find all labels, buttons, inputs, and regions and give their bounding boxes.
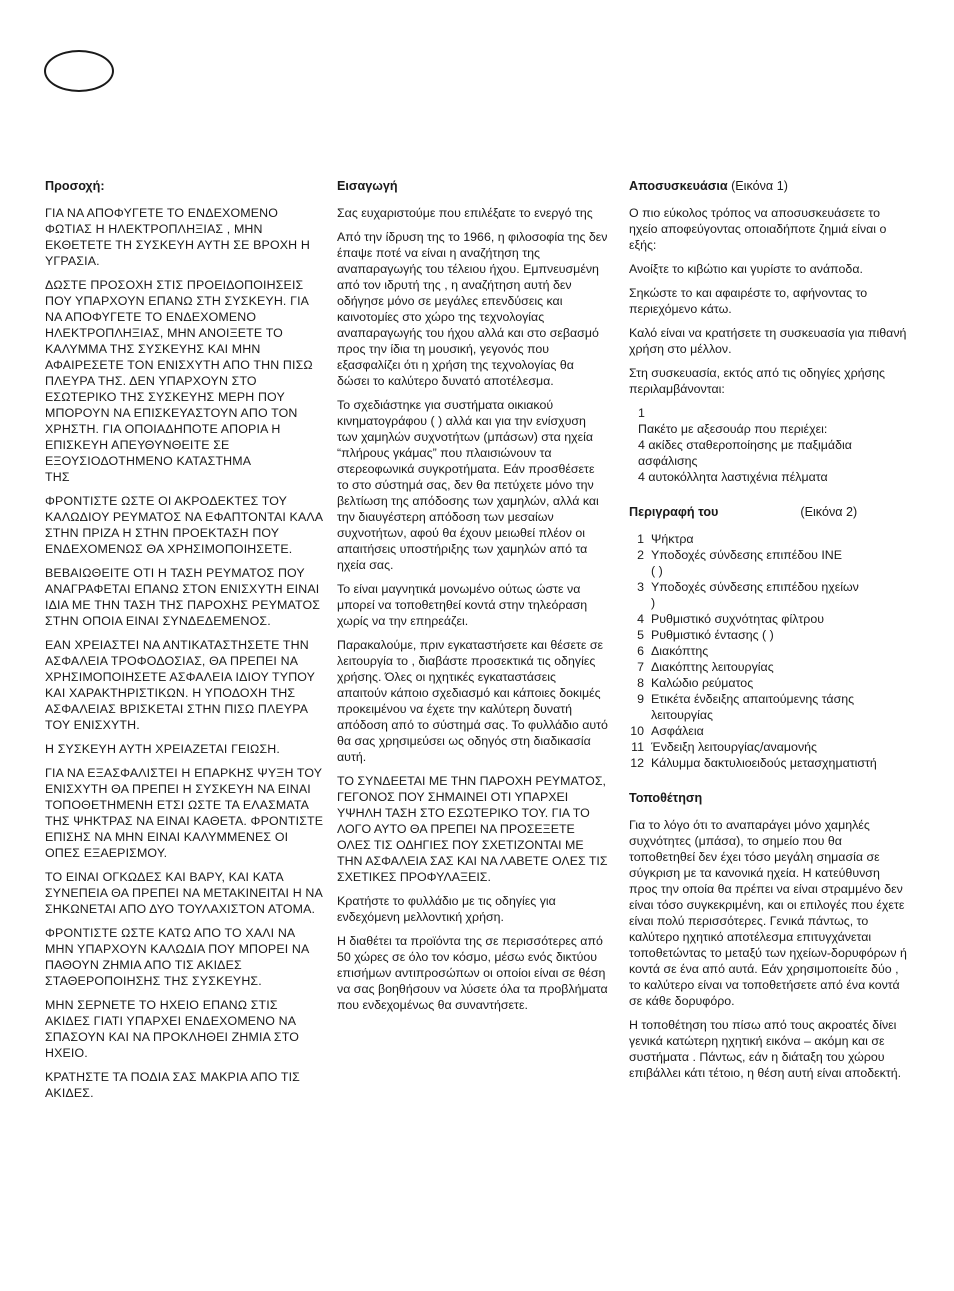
parts-list-label: Διακόπτης	[651, 644, 709, 658]
parts-list-item	[629, 755, 911, 771]
placement-paragraph: Η τοποθέτηση του πίσω από τους ακροατές δίνει γενικά κατώτερη ηχητική εικόνα – ακόμη και σε συστήματα . Πάντως, εάν η διάταξη του χώρου επιβάλλει κάτι τέτοιο, η θέση αυτή είναι αποδεκτή.	[629, 1018, 902, 1080]
package-item: 4 ακίδες σταθεροποίησης με παξιμάδια ασφάλισης	[638, 438, 852, 468]
warning-paragraph: ΕΑΝ ΧΡΕΙΑΣΤΕΙ ΝΑ ΑΝΤΙΚΑΤΑΣΤΗΣΕΤΕ ΤΗΝ ΑΣΦΑΛΕΙΑ ΤΡΟΦΟΔΟΣΙΑΣ, ΘΑ ΠΡΕΠΕΙ ΝΑ ΧΡΗΣΙΜΟΠΟΙΗΣΕΤΕ ΑΣΦΑΛΕΙΑ ΙΔΙΟΥ ΤΥΠΟΥ ΚΑΙ ΧΑΡΑΚΤΗΡΙΣΤΙΚΩΝ. Η ΥΠΟΔΟΧΗ ΤΗΣ ΑΣΦΑΛΕΙΑΣ ΒΡΙΣΚΕΤΑΙ ΣΤΗΝ ΠΙΣΩ ΠΛΕΥΡΑ ΤΟΥ ΕΝΙΣΧΥΤΗ.	[45, 638, 315, 732]
parts-list	[629, 531, 911, 771]
parts-list-number: 9	[637, 692, 644, 706]
parts-list-item	[629, 643, 911, 659]
warning-paragraph: ΒΕΒΑΙΩΘΕΙΤΕ ΟΤΙ Η ΤΑΣΗ ΡΕΥΜΑΤΟΣ ΠΟΥ ΑΝΑΓΡΑΦΕΤΑΙ ΕΠΑΝΩ ΣΤΟΝ ΕΝΙΣΧΥΤΗ ΕΙΝΑΙ ΙΔΙΑ ΜΕ ΤΗΝ ΤΑΣΗ ΤΗΣ ΠΑΡΟΧΗΣ ΡΕΥΜΑΤΟΣ ΣΤΗΝ ΟΠΟΙΑ ΕΙΝΑΙ ΣΥΝΔΕΔΕΜΕΝΟΣ.	[45, 566, 321, 628]
placement-text	[629, 817, 911, 1081]
intro-paragraph: Κρατήστε το φυλλάδιο με τις οδηγίες για ενδεχόμενη μελλοντική χρήση.	[337, 894, 556, 924]
intro-paragraph: ΤΟ ΣΥΝΔΕΕΤΑΙ ΜΕ ΤΗΝ ΠΑΡΟΧΗ ΡΕΥΜΑΤΟΣ, ΓΕΓΟΝΟΣ ΠΟΥ ΣΗΜΑΙΝΕΙ ΟΤΙ ΥΠΑΡΧΕΙ ΥΨΗΛΗ ΤΑΣΗ ΣΤΟ ΕΣΩΤΕΡΙΚΟ ΤΟΥ. ΓΙΑ ΤΟ ΛΟΓΟ ΑΥΤΟ ΘΑ ΠΡΕΠΕΙ ΝΑ ΠΡΟΣΕΞΕΤΕ ΟΛΕΣ ΤΙΣ ΟΔΗΓΙΕΣ ΠΟΥ ΣΧΕΤΙΖΟΝΤΑΙ ΜΕ ΤΗΝ ΑΣΦΑΛΕΙΑ ΣΑΣ ΚΑΙ ΝΑ ΛΑΒΕΤΕ ΟΛΕΣ ΤΙΣ ΣΧΕΤΙΚΕΣ ΠΡΟΦΥΛΑΞΕΙΣ.	[337, 774, 608, 884]
warning-text	[45, 205, 325, 1101]
introduction-text	[337, 205, 609, 1013]
parts-list-item	[629, 691, 911, 723]
package-item: Πακέτο με αξεσουάρ που περιέχει:	[638, 422, 828, 436]
intro-paragraph: Η διαθέτει τα προϊόντα της σε περισσότερες από 50 χώρες σε όλο τον κόσμο, μέσω ενός δικτύου επισήμων αντιπροσώπων οι οποίοι είναι σε θέση να σας βοηθήσουν να λύσετε όλα τα προβλήματα που ενδεχομένως θα συναντήσετε.	[337, 934, 608, 1012]
parts-list-item	[629, 611, 911, 627]
parts-list-item	[629, 659, 911, 675]
package-item: 4 αυτοκόλλητα λαστιχένια πέλματα	[638, 470, 828, 484]
parts-list-number: 11	[631, 740, 644, 754]
parts-list-number: 3	[637, 580, 644, 594]
warning-paragraph: Η ΣΥΣΚΕΥΗ ΑΥΤΗ ΧΡΕΙΑΖΕΤΑΙ ΓΕΙΩΣΗ.	[45, 742, 280, 756]
parts-list-label: Διακόπτης λειτουργίας	[651, 660, 774, 674]
parts-list-label: Κάλυμμα δακτυλιοειδούς μετασχηματιστή	[651, 756, 877, 770]
intro-paragraph: Παρακαλούμε, πριν εγκαταστήσετε και θέσετε σε λειτουργία το , διαβάστε προσεκτικά τις οδηγίες χρήσης. Όλες οι ηχητικές εγκαταστάσεις απαιτούν κάποιο σχεδιασμό και κάποιες δοκιμές προκειμένου να έχετε την καλύτερη δυνατή απόδοση από το σύστημά σας. Το φυλλάδιο αυτό θα σας χρησιμεύσει ως οδηγός στη διαδικασία αυτή.	[337, 638, 608, 764]
warning-paragraph: ΔΩΣΤΕ ΠΡΟΣΟΧΗ ΣΤΙΣ ΠΡΟΕΙΔΟΠΟΙΗΣΕΙΣ ΠΟΥ ΥΠΑΡΧΟΥΝ ΕΠΑΝΩ ΣΤΗ ΣΥΣΚΕΥΗ. ΓΙΑ ΝΑ ΑΠΟΦΥΓΕΤΕ ΤΟ ΕΝΔΕΧΟΜΕΝΟ ΗΛΕΚΤΡΟΠΛΗΞΙΑΣ, ΜΗΝ ΑΝΟΙΞΕΤΕ ΤΟ ΚΑΛΥΜΜΑ ΤΗΣ ΣΥΣΚΕΥΗΣ ΚΑΙ ΜΗΝ ΑΦΑΙΡΕΣΕΤΕ ΤΟΝ ΕΝΙΣΧΥΤΗ ΑΠΟ ΤΗΝ ΠΙΣΩ ΠΛΕΥΡΑ ΤΗΣ. ΔΕΝ ΥΠΑΡΧΟΥΝ ΣΤΟ ΕΣΩΤΕΡΙΚΟ ΤΗΣ ΣΥΣΚΕΥΗΣ ΜΕΡΗ ΠΟΥ ΜΠΟΡΟΥΝ ΝΑ ΕΠΙΣΚΕΥΑΣΤΟΥΝ ΑΠΟ ΤΟΝ ΧΡΗΣΤΗ. ΓΙΑ ΟΠΟΙΑΔΗΠΟΤΕ ΑΠΟΡΙΑ Η ΕΠΙΣΚΕΥΗ ΑΠΕΥΘΥΝΘΕΙΤΕ ΣΕ ΕΞΟΥΣΙΟΔΟΤΗΜΕΝΟ ΚΑΤΑΣΤΗΜΑ ΤΗΣ	[45, 278, 313, 484]
parts-list-number: 12	[630, 756, 644, 770]
parts-list-number: 2	[637, 548, 644, 562]
parts-list-item	[629, 627, 911, 643]
parts-list-label: Ετικέτα ένδειξης απαιτούμενης τάσης λειτουργίας	[651, 692, 855, 722]
warning-paragraph: ΤΟ ΕΙΝΑΙ ΟΓΚΩΔΕΣ ΚΑΙ ΒΑΡΥ, ΚΑΙ ΚΑΤΑ ΣΥΝΕΠΕΙΑ ΘΑ ΠΡΕΠΕΙ ΝΑ ΜΕΤΑΚΙΝΕΙΤΑΙ Η ΝΑ ΣΗΚΩΝΕΤΑΙ ΑΠΟ ΔΥΟ ΤΟΥΛΑΧΙΣΤΟΝ ΑΤΟΜΑ.	[45, 870, 323, 916]
intro-paragraph: Το είναι μαγνητικά μονωμένο ούτως ώστε να μπορεί να τοποθετηθεί κοντά στην τηλεόραση χωρίς να την επηρεάζει.	[337, 582, 588, 628]
intro-paragraph: Σας ευχαριστούμε που επιλέξατε το ενεργό της	[337, 206, 593, 220]
warning-column	[45, 178, 325, 1109]
placement-heading: Τοποθέτηση	[629, 791, 703, 805]
parts-list-label: Ψήκτρα	[651, 532, 694, 546]
introduction-heading: Εισαγωγή	[337, 179, 398, 193]
unpacking-paragraph: Σηκώστε το και αφαιρέστε το, αφήνοντας το περιεχόμενο κάτω.	[629, 286, 868, 316]
package-contents	[638, 405, 911, 485]
warning-paragraph: ΓΙΑ ΝΑ ΕΞΑΣΦΑΛΙΣΤΕΙ Η ΕΠΑΡΚΗΣ ΨΥΞΗ ΤΟΥ ΕΝΙΣΧΥΤΗ ΘΑ ΠΡΕΠΕΙ Η ΣΥΣΚΕΥΗ ΝΑ ΕΙΝΑΙ ΤΟΠΟΘΕΤΗΜΕΝΗ ΕΤΣΙ ΩΣΤΕ ΤΑ ΕΛΑΣΜΑΤΑ ΤΗΣ ΨΗΚΤΡΑΣ ΝΑ ΕΙΝΑΙ ΚΑΘΕΤΑ. ΦΡΟΝΤΙΣΤΕ ΕΠΙΣΗΣ ΝΑ ΜΗΝ ΕΙΝΑΙ ΚΑΛΥΜΜΕΝΕΣ ΟΙ ΟΠΕΣ ΕΞΑΕΡΙΣΜΟΥ.	[45, 766, 324, 860]
unpacking-heading: Αποσυσκευάσια (Εικόνα 1)	[629, 179, 788, 193]
parts-list-label: Ασφάλεια	[651, 724, 704, 738]
parts-list-item	[629, 547, 911, 579]
parts-list-number: 7	[637, 660, 644, 674]
parts-list-item	[629, 723, 911, 739]
intro-paragraph: Το σχεδιάστηκε για συστήματα οικιακού κινηματογράφου ( ) αλλά και για την ενίσχυση των χαμηλών συχνοτήτων (μπάσων) στα ηχεία “πλήρους γκάμας” που πλαισιώνουν τα στερεοφωνικά συγκροτήματα. Εάν προσθέσετε το στο σύστημά σας, δεν θα πετύχετε μόνο την βελτίωση της απόδοσης των χαμηλών, αλλά και την διαυγέστερη απόδοση των μεσαίων συχνοτήτων, αφού θα έχουν μειωθεί πλέον οι απαιτήσεις υποστήριξης των χαμηλών από τα ηχεία σας.	[337, 398, 599, 572]
warning-paragraph: ΜΗΝ ΣΕΡΝΕΤΕ ΤΟ ΗΧΕΙΟ ΕΠΑΝΩ ΣΤΙΣ ΑΚΙΔΕΣ ΓΙΑΤΙ ΥΠΑΡΧΕΙ ΕΝΔΕΧΟΜΕΝΟ ΝΑ ΣΠΑΣΟΥΝ ΚΑΙ ΝΑ ΠΡΟΚΛΗΘΕΙ ΖΗΜΙΑ ΣΤΟ ΗΧΕΙΟ.	[45, 998, 299, 1060]
placement-paragraph: Για το λόγο ότι το αναπαράγει μόνο χαμηλές συχνότητες (μπάσα), το σημείο που θα τοποθετηθεί δεν έχει τόσο μεγάλη σημασία σε σύγκριση με τα κανονικά ηχεία. Η κατεύθυνση προς την οποία θα πρέπει να είναι στραμμένο δεν είναι τόσο συγκεκριμένη, και οι επιλογές που έχετε είναι πολύ περισσότερες. Γενικά πάντως, το καλύτερο ηχητικό αποτέλεσμα επιτυγχάνεται τοποθετώντας το μεταξύ των ηχείων-δορυφόρων ή κοντά σε ένα από αυτά. Εάν χρησιμοποιείτε δύο , το καλύτερο είναι να τοποθετήσετε από ένα κοντά σε κάθε δορυφόρο.	[629, 818, 907, 1008]
parts-list-number: 1	[637, 532, 644, 546]
unpacking-paragraph: Ανοίξτε το κιβώτιο και γυρίστε το ανάποδα.	[629, 262, 863, 276]
setup-column	[629, 178, 911, 1089]
warning-paragraph: ΦΡΟΝΤΙΣΤΕ ΩΣΤΕ ΟΙ ΑΚΡΟΔΕΚΤΕΣ ΤΟΥ ΚΑΛΩΔΙΟΥ ΡΕΥΜΑΤΟΣ ΝΑ ΕΦΑΠΤΟΝΤΑΙ ΚΑΛΑ ΣΤΗΝ ΠΡΙΖΑ Η ΣΤΗΝ ΠΡΟΕΚΤΑΣΗ ΠΟΥ ΕΝΔΕΧΟΜΕΝΩΣ ΘΑ ΧΡΗΣΙΜΟΠΟΙΗΣΕΤΕ.	[45, 494, 323, 556]
parts-list-number: 4	[637, 612, 644, 626]
parts-list-item	[629, 579, 911, 611]
parts-list-number: 6	[637, 644, 644, 658]
warning-paragraph: ΚΡΑΤΗΣΤΕ ΤΑ ΠΟΔΙΑ ΣΑΣ ΜΑΚΡΙΑ ΑΠΟ ΤΙΣ ΑΚΙΔΕΣ.	[45, 1070, 300, 1100]
intro-paragraph: Από την ίδρυση της το 1966, η φιλοσοφία της δεν έπαψε ποτέ να είναι η αναζήτηση της αναπαραγωγής του τέλειου ήχου. Εμπνευσμένη από τον ιδρυτή της , η αναζήτηση αυτή δεν οδήγησε μόνο σε μεγάλες επενδύσεις και καινοτομίες στο χώρο της τεχνολογίας αναπαραγωγής του ήχου αλλά και στο σεβασμό προς την ίδια τη μουσική, γεγονός που εξασφαλίζει ότι η χρήση της τεχνολογίας θα δώσει το καλύτερο δυνατό αποτέλεσμα.	[337, 230, 608, 388]
unpacking-paragraph: Στη συσκευασία, εκτός από τις οδηγίες χρήσης περιλαμβάνονται:	[629, 366, 886, 396]
parts-list-item	[629, 531, 911, 547]
parts-list-number: 5	[637, 628, 644, 642]
warning-heading: Προσοχή:	[45, 179, 105, 193]
introduction-column	[337, 178, 609, 1021]
parts-list-number: 8	[637, 676, 644, 690]
parts-list-item	[629, 739, 911, 755]
parts-list-item	[629, 675, 911, 691]
warning-paragraph: ΓΙΑ ΝΑ ΑΠΟΦΥΓΕΤΕ ΤΟ ΕΝΔΕΧΟΜΕΝΟ ΦΩΤΙΑΣ Η ΗΛΕΚΤΡΟΠΛΗΞΙΑΣ , ΜΗΝ ΕΚΘΕΤΕΤΕ ΤΗ ΣΥΣΚΕΥΗ ΑΥΤΗ ΣΕ ΒΡΟΧΗ Η ΥΓΡΑΣΙΑ.	[45, 206, 310, 268]
unpacking-text	[629, 205, 911, 397]
unpacking-paragraph: Ο πιο εύκολος τρόπος να αποσυσκευάσετε το ηχείο αποφεύγοντας οποιαδήποτε ζημιά είναι ο εξής:	[629, 206, 887, 252]
package-item: 1	[638, 406, 645, 420]
description-heading: Περιγραφή του (Εικόνα 2)	[629, 505, 858, 519]
parts-list-number: 10	[630, 724, 644, 738]
warning-paragraph: ΦΡΟΝΤΙΣΤΕ ΩΣΤΕ ΚΑΤΩ ΑΠΟ ΤΟ ΧΑΛΙ ΝΑ ΜΗΝ ΥΠΑΡΧΟΥΝ ΚΑΛΩΔΙΑ ΠΟΥ ΜΠΟΡΕΙ ΝΑ ΠΑΘΟΥΝ ΖΗΜΙΑ ΑΠΟ ΤΙΣ ΑΚΙΔΕΣ ΣΤΑΘΕΡΟΠΟΙΗΣΗΣ ΤΗΣ ΣΥΣΚΕΥΗΣ.	[45, 926, 309, 988]
parts-list-label: Υποδοχές σύνδεσης επιπέδου INE ( )	[651, 548, 842, 578]
parts-list-label: Ρυθμιστικό συχνότητας φίλτρου	[651, 612, 825, 626]
unpacking-paragraph: Καλό είναι να κρατήσετε τη συσκευασία για πιθανή χρήση στο μέλλον.	[629, 326, 907, 356]
language-badge	[44, 50, 114, 92]
parts-list-label: Ένδειξη λειτουργίας/αναμονής	[651, 740, 818, 754]
parts-list-label: Καλώδιο ρεύματος	[651, 676, 754, 690]
parts-list-label: Ρυθμιστικό έντασης ( )	[651, 628, 774, 642]
parts-list-label: Υποδοχές σύνδεσης επιπέδου ηχείων )	[651, 580, 859, 610]
